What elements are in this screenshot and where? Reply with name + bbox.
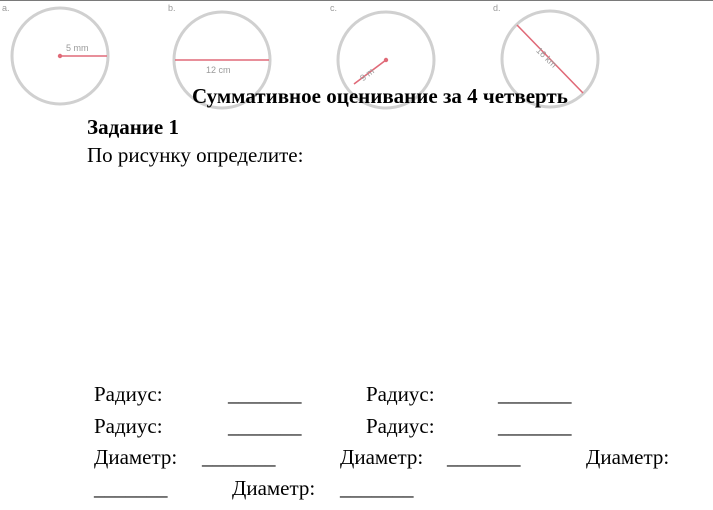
figure-a [2, 3, 108, 104]
figure-b-measure: 12 cm [206, 65, 231, 75]
radius-label-a: Радиус: [94, 382, 163, 406]
diameter-label-c: Диаметр: [586, 445, 670, 469]
diameter-label-a: Диаметр: [94, 445, 178, 469]
figure-c-letter: c. [330, 3, 338, 13]
radius-label-b: Радиус: [366, 382, 435, 406]
diameter-blank-d[interactable]: _______ [340, 476, 414, 500]
diameter-blank-c[interactable]: _______ [94, 476, 168, 500]
task-heading: Задание 1 [87, 115, 179, 139]
task-prompt: По рисунку определите: [87, 143, 304, 167]
radius-blank-c[interactable]: _______ [228, 414, 302, 438]
figure-a-measure: 5 mm [66, 43, 89, 53]
diameter-label-b: Диаметр: [340, 445, 424, 469]
figure-a-center-dot [58, 54, 62, 58]
radius-label-d: Радиус: [366, 414, 435, 438]
figure-a-letter: a. [2, 3, 10, 13]
figure-d-measure: 16 km [534, 45, 559, 70]
figure-b-letter: b. [168, 3, 176, 13]
diameter-blank-a[interactable]: _______ [202, 445, 276, 469]
diameter-blank-b[interactable]: _______ [447, 445, 521, 469]
figure-c-center-dot [384, 58, 388, 62]
figure-c-measure: 9 m [358, 65, 377, 84]
page-title: Суммативное оценивание за 4 четверть [192, 84, 568, 108]
radius-label-c: Радиус: [94, 414, 163, 438]
figure-d-letter: d. [493, 3, 501, 13]
diameter-label-d: Диаметр: [232, 476, 316, 500]
radius-blank-b[interactable]: _______ [498, 382, 572, 406]
radius-blank-d[interactable]: _______ [498, 414, 572, 438]
radius-blank-a[interactable]: _______ [228, 382, 302, 406]
